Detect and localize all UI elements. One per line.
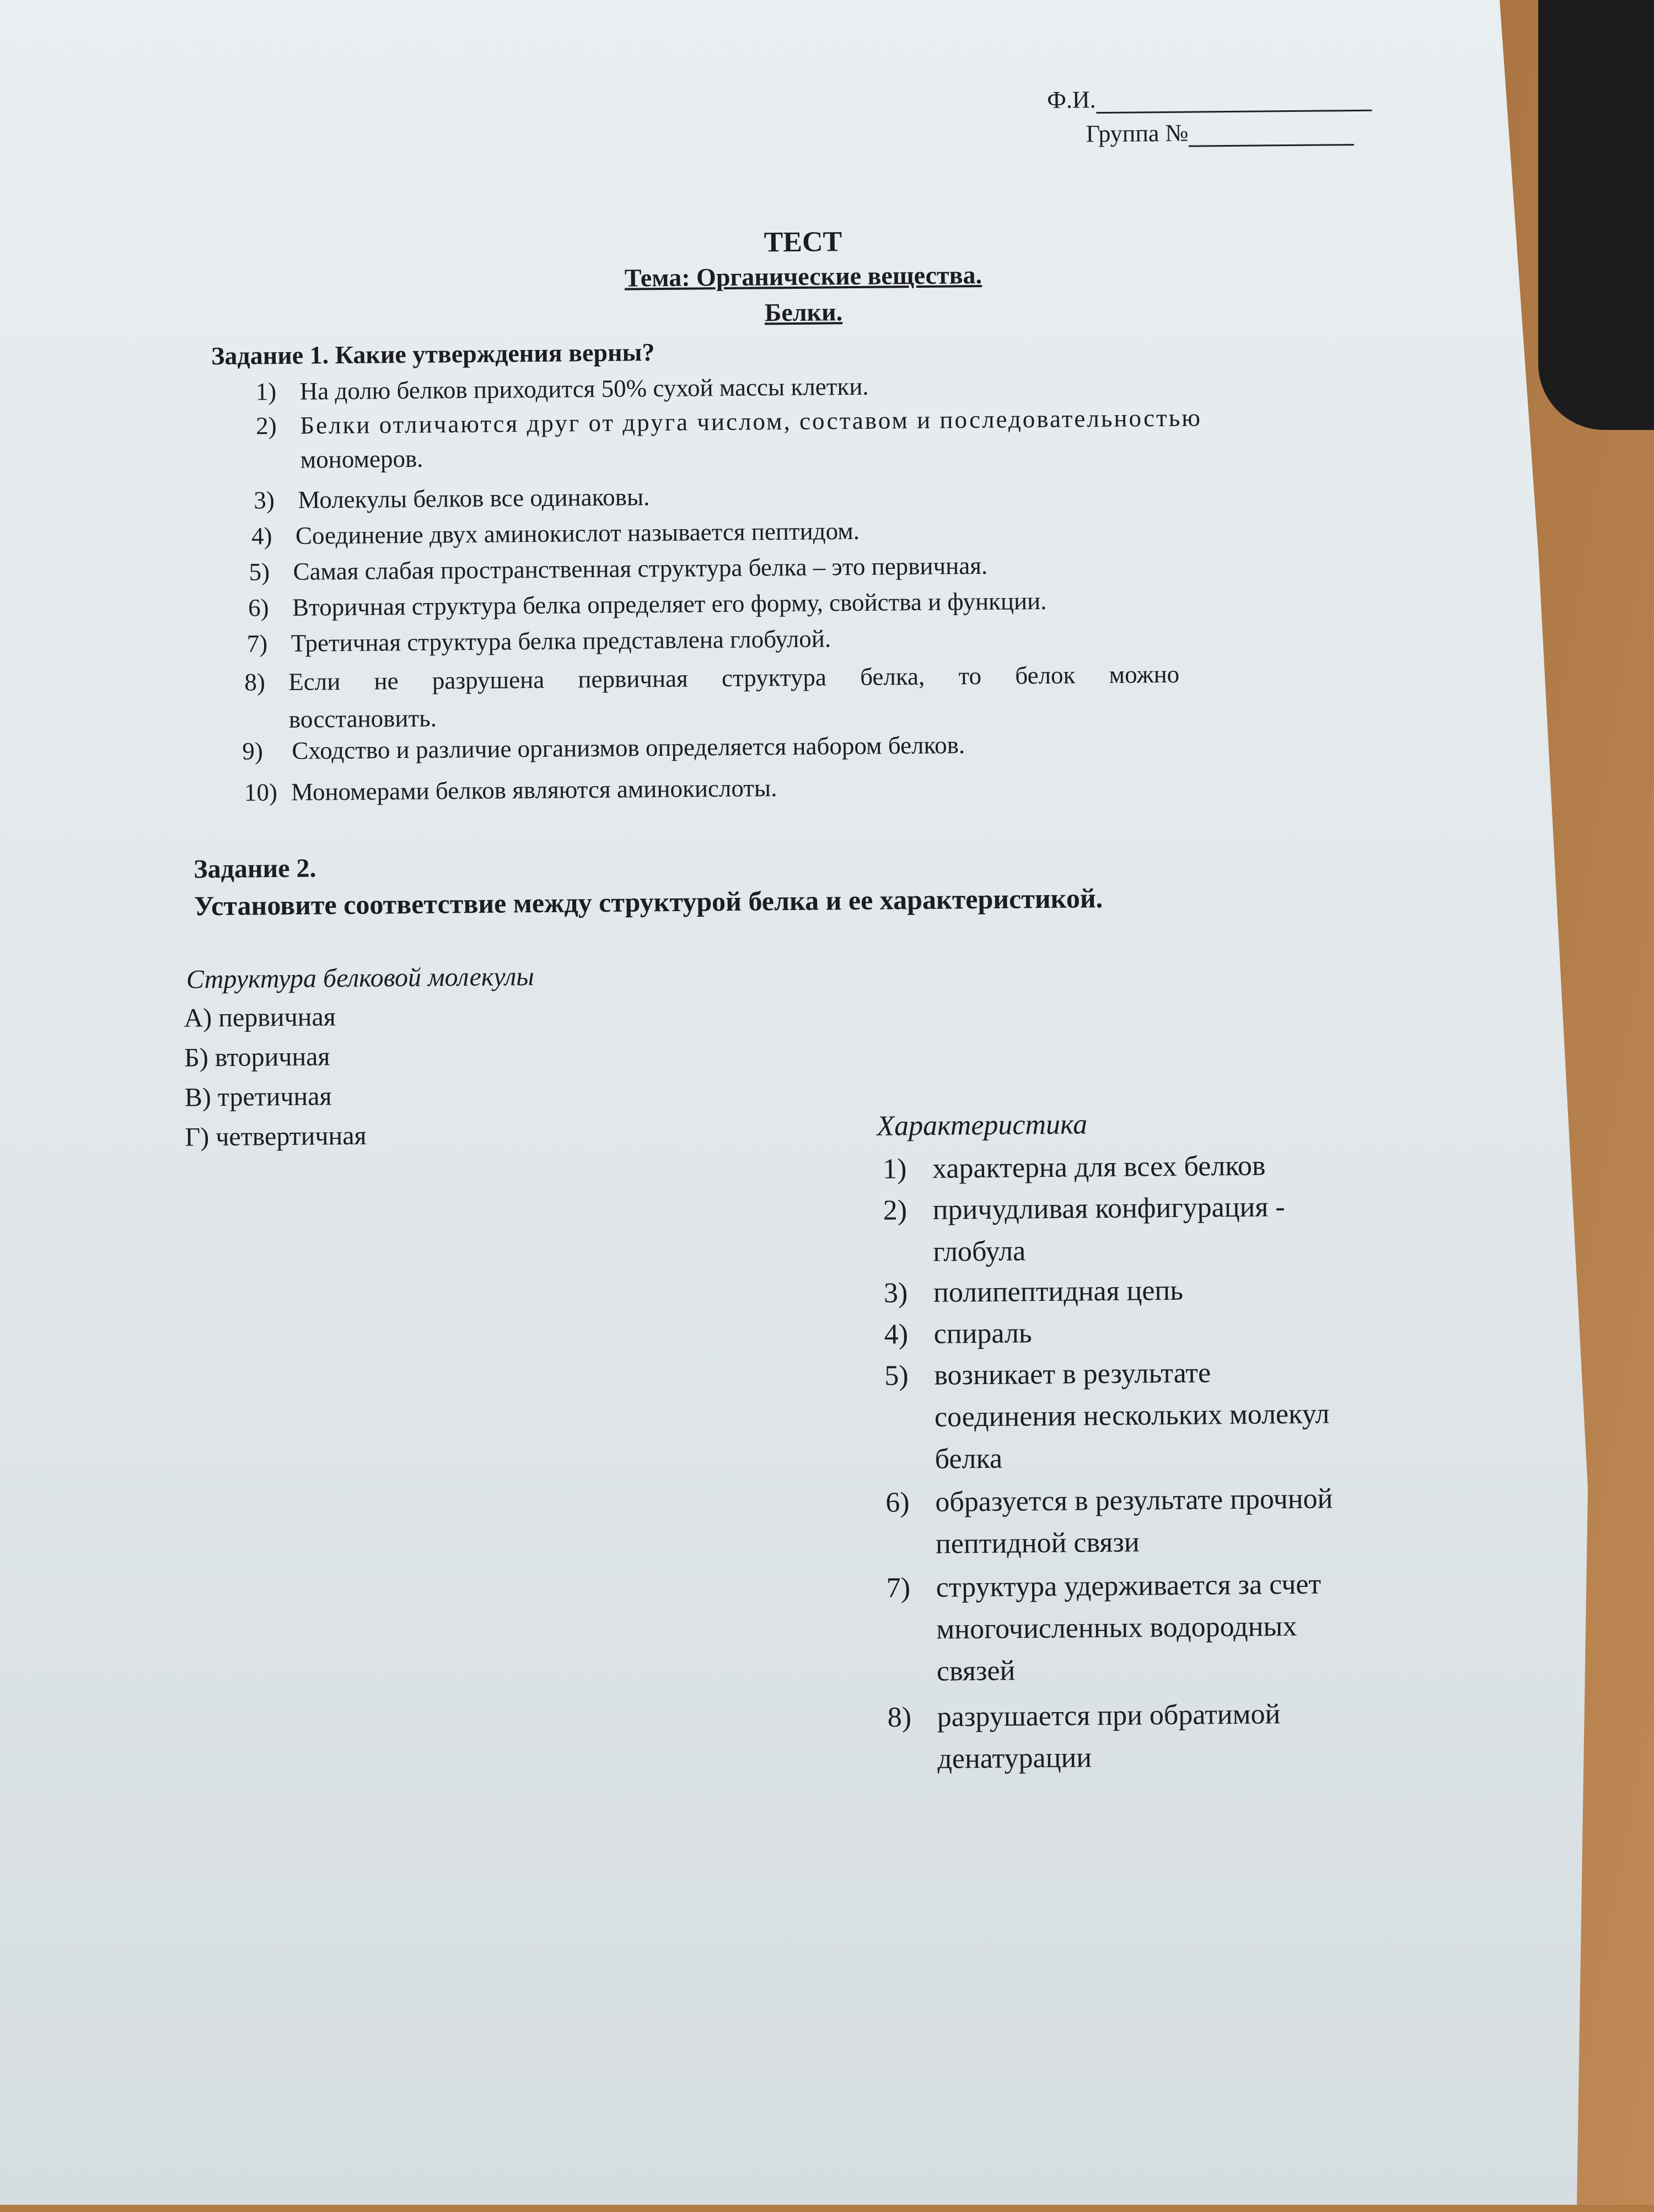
group-label: Группа № xyxy=(1086,119,1189,148)
name-field[interactable] xyxy=(1047,83,1372,114)
structure-option[interactable]: В) третичная xyxy=(184,1081,332,1112)
test-title: ТЕСТ xyxy=(764,226,842,259)
structure-option[interactable]: Г) четвертичная xyxy=(185,1121,367,1152)
group-blank-line[interactable] xyxy=(1188,122,1354,147)
structure-option[interactable]: А) первичная xyxy=(184,1002,336,1033)
structures-title: Структура белковой молекулы xyxy=(186,962,535,994)
name-blank-line[interactable] xyxy=(1096,88,1372,114)
task2-instruction: Установите соответствие между структурой белка и ее характеристикой. xyxy=(194,882,1103,922)
name-label: Ф.И. xyxy=(1046,86,1096,114)
task2-heading: Задание 2. xyxy=(194,853,316,884)
characteristics-title: Характеристика xyxy=(877,1108,1088,1142)
group-field[interactable] xyxy=(1086,117,1354,148)
document-content: Ф.И. Группа № ТЕСТ Тема: Органические вещества. Белки. Задание 1. Какие утверждения верны? 1) На долю белков приходится 50% сухой массы клетки. 2) Белки отличаются друг от друга числом, составом и последовательностью мономеров. 3) Молекулы белков все одинаковы. 4) Соединение двух аминокислот называется пептидом. 5) Самая слабая пространственная структура белка – это первичная. 6) Вторичная структура белка определяет его форму, свойства и функции. 7) Третичная структура белка представлена глобулой. 8) Если не разрушена первичная структура белка, то белок можно восстановить. 9) Сходство и различие организмов определяется набором белков. 10) Мономерами белков являются аминокислоты. Задание 2. Установите соответствие между структурой белка и ее характеристикой. Структура белковой молекулы А) первичная Б) вторичная В) третичная Г) четвертичная Характеристика 1) характерна для всех белков 2) причудливая конфигурация - глобула 3) полипептидная цепь 4) спираль 5) возникает в результате соединения нескольких молекул белка 6) образуется в результате прочной пептидной связи 7) структура удерживается за счет многочисленных водородных связей 8) разрушается при обратимой денатурации xyxy=(0,0,1597,2211)
topic-title: Тема: Органические вещества. xyxy=(624,260,982,292)
task1-heading: Задание 1. Какие утверждения верны? xyxy=(211,338,655,370)
structure-option[interactable]: Б) вторичная xyxy=(184,1042,330,1073)
subtopic-title: Белки. xyxy=(764,298,843,327)
